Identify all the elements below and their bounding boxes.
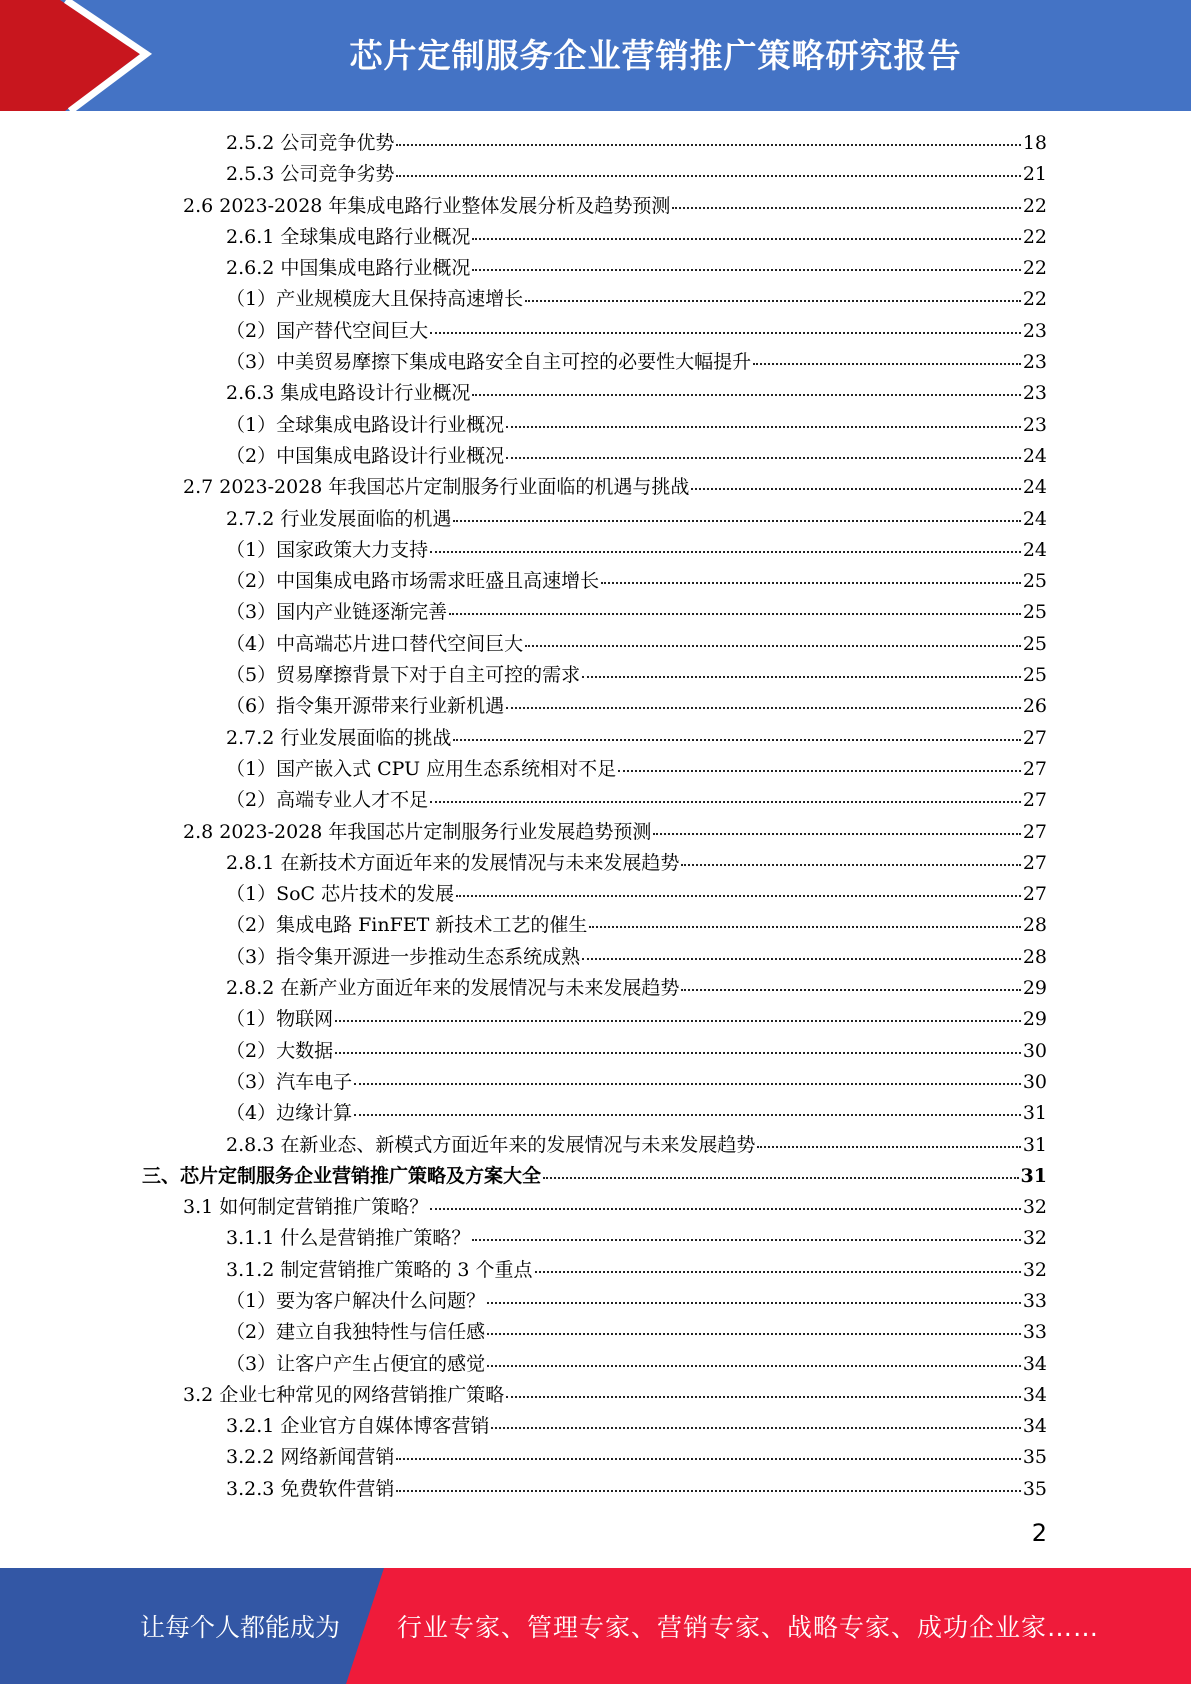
toc-entry-title: 3.1.2 制定营销推广策略的 3 个重点 bbox=[226, 1258, 533, 1281]
toc-dot-leader bbox=[335, 1052, 1021, 1054]
toc-entry-page: 27 bbox=[1022, 883, 1047, 906]
toc-entry-title: 3.2.3 免费软件营销 bbox=[226, 1477, 395, 1500]
toc-entry[interactable] bbox=[0, 660, 1191, 691]
toc-entry-page: 24 bbox=[1022, 476, 1047, 499]
toc-entry-title: （1）SoC 芯片技术的发展 bbox=[226, 883, 455, 906]
toc-dot-leader bbox=[335, 1020, 1021, 1022]
toc-entry[interactable] bbox=[0, 191, 1191, 222]
toc-entry[interactable] bbox=[0, 128, 1191, 159]
toc-entry-title: （2）高端专业人才不足 bbox=[226, 789, 429, 812]
toc-dot-leader bbox=[430, 1208, 1021, 1210]
table-of-contents bbox=[0, 128, 1191, 1505]
toc-entry-page: 29 bbox=[1022, 1008, 1047, 1031]
toc-entry-title: 2.8 2023-2028 年我国芯片定制服务行业发展趋势预测 bbox=[183, 820, 652, 843]
toc-entry-page: 22 bbox=[1022, 225, 1047, 248]
toc-entry-title: （4）边缘计算 bbox=[226, 1102, 353, 1125]
toc-entry[interactable] bbox=[0, 1004, 1191, 1035]
toc-dot-leader bbox=[681, 864, 1020, 866]
toc-entry[interactable] bbox=[0, 785, 1191, 816]
toc-entry[interactable] bbox=[0, 1317, 1191, 1348]
toc-entry-page: 23 bbox=[1022, 382, 1047, 405]
toc-entry-page: 31 bbox=[1020, 1164, 1047, 1187]
toc-dot-leader bbox=[472, 238, 1020, 240]
toc-entry[interactable] bbox=[0, 1474, 1191, 1505]
toc-entry-page: 23 bbox=[1022, 413, 1047, 436]
toc-entry-page: 26 bbox=[1022, 695, 1047, 718]
toc-entry-title: 3.2 企业七种常见的网络营销推广策略 bbox=[183, 1383, 505, 1406]
toc-entry-page: 34 bbox=[1022, 1415, 1047, 1438]
toc-dot-leader bbox=[589, 926, 1020, 928]
toc-entry-title: （2）集成电路 FinFET 新技术工艺的催生 bbox=[226, 914, 588, 937]
toc-entry[interactable] bbox=[0, 1192, 1191, 1223]
toc-entry-page: 29 bbox=[1022, 977, 1047, 1000]
toc-entry-title: （1）物联网 bbox=[226, 1008, 334, 1031]
toc-entry[interactable] bbox=[0, 1036, 1191, 1067]
toc-entry-title: （3）中美贸易摩擦下集成电路安全自主可控的必要性大幅提升 bbox=[226, 351, 752, 374]
toc-dot-leader bbox=[396, 175, 1020, 177]
toc-entry-title: 2.5.2 公司竞争优势 bbox=[226, 132, 395, 154]
toc-entry[interactable] bbox=[0, 1255, 1191, 1286]
toc-entry-page: 35 bbox=[1022, 1446, 1047, 1469]
toc-entry-title: 2.8.1 在新技术方面近年来的发展情况与未来发展趋势 bbox=[226, 851, 680, 874]
toc-entry-page: 31 bbox=[1022, 1102, 1047, 1125]
page-number: 2 bbox=[1031, 1519, 1047, 1547]
toc-entry-page: 27 bbox=[1022, 789, 1047, 812]
toc-entry[interactable] bbox=[0, 441, 1191, 472]
toc-dot-leader bbox=[487, 1302, 1021, 1304]
toc-dot-leader bbox=[396, 1458, 1020, 1460]
toc-entry-page: 33 bbox=[1022, 1289, 1047, 1312]
toc-entry-page: 35 bbox=[1022, 1477, 1047, 1500]
toc-dot-leader bbox=[487, 1365, 1021, 1367]
toc-entry-title: 2.7.2 行业发展面临的挑战 bbox=[226, 726, 452, 749]
toc-entry-page: 22 bbox=[1022, 257, 1047, 280]
toc-entry-title: （3）让客户产生占便宜的感觉 bbox=[226, 1352, 486, 1375]
toc-entry-page: 22 bbox=[1022, 194, 1047, 217]
toc-entry-page: 33 bbox=[1022, 1321, 1047, 1344]
toc-entry-title: 2.6.2 中国集成电路行业概况 bbox=[226, 257, 471, 280]
toc-entry[interactable] bbox=[0, 222, 1191, 253]
toc-entry[interactable] bbox=[0, 1098, 1191, 1129]
toc-entry-title: 3.1 如何制定营销推广策略？ bbox=[183, 1196, 429, 1219]
toc-entry[interactable] bbox=[0, 1223, 1191, 1254]
toc-entry-title: （2）中国集成电路设计行业概况 bbox=[226, 444, 505, 467]
toc-entry[interactable] bbox=[0, 410, 1191, 441]
toc-dot-leader bbox=[354, 1083, 1021, 1085]
toc-entry-page: 34 bbox=[1022, 1383, 1047, 1406]
toc-dot-leader bbox=[472, 1239, 1020, 1241]
toc-entry-page: 25 bbox=[1022, 632, 1047, 655]
toc-entry-page: 24 bbox=[1022, 507, 1047, 530]
toc-dot-leader bbox=[396, 144, 1020, 146]
footer-slogan-left: 让每个人都能成为 bbox=[140, 1613, 341, 1642]
toc-entry[interactable] bbox=[0, 1286, 1191, 1317]
toc-entry-title: 3.2.1 企业官方自媒体博客营销 bbox=[226, 1415, 490, 1438]
toc-entry-title: （3）汽车电子 bbox=[226, 1070, 353, 1093]
toc-entry[interactable] bbox=[0, 316, 1191, 347]
toc-entry-page: 30 bbox=[1022, 1070, 1047, 1093]
toc-dot-leader bbox=[757, 1146, 1020, 1148]
report-title: 芯片定制服务企业营销推广策略研究报告 bbox=[349, 35, 962, 75]
toc-dot-leader bbox=[601, 582, 1021, 584]
toc-entry[interactable] bbox=[0, 566, 1191, 597]
toc-dot-leader bbox=[525, 645, 1021, 647]
toc-entry-title: （2）建立自我独特性与信任感 bbox=[226, 1321, 486, 1344]
toc-dot-leader bbox=[487, 1333, 1021, 1335]
toc-entry-page: 27 bbox=[1022, 757, 1047, 780]
toc-entry[interactable] bbox=[0, 754, 1191, 785]
toc-entry-title: 2.6.3 集成电路设计行业概况 bbox=[226, 382, 471, 405]
toc-dot-leader bbox=[449, 613, 1021, 615]
toc-entry[interactable] bbox=[0, 848, 1191, 879]
toc-entry-title: 3.1.1 什么是营销推广策略？ bbox=[226, 1227, 471, 1250]
toc-entry-title: 2.6.1 全球集成电路行业概况 bbox=[226, 225, 471, 248]
toc-entry-title: 2.6 2023-2028 年集成电路行业整体发展分析及趋势预测 bbox=[183, 194, 671, 217]
toc-dot-leader bbox=[525, 300, 1021, 302]
toc-dot-leader bbox=[506, 457, 1021, 459]
toc-entry-title: （1）全球集成电路设计行业概况 bbox=[226, 413, 505, 436]
toc-entry-page: 25 bbox=[1022, 601, 1047, 624]
toc-entry-title: 2.7.2 行业发展面临的机遇 bbox=[226, 507, 452, 530]
toc-entry-title: 2.8.2 在新产业方面近年来的发展情况与未来发展趋势 bbox=[226, 977, 680, 1000]
toc-dot-leader bbox=[618, 770, 1021, 772]
toc-entry[interactable] bbox=[0, 629, 1191, 660]
toc-entry-title: 3.2.2 网络新闻营销 bbox=[226, 1446, 395, 1469]
toc-entry[interactable] bbox=[0, 1442, 1191, 1473]
toc-entry-page: 27 bbox=[1022, 851, 1047, 874]
toc-dot-leader bbox=[672, 207, 1020, 209]
toc-entry[interactable] bbox=[0, 1161, 1191, 1192]
toc-entry[interactable] bbox=[0, 284, 1191, 315]
toc-entry-page: 25 bbox=[1022, 570, 1047, 593]
toc-entry-page: 28 bbox=[1022, 914, 1047, 937]
toc-entry-title: （1）国产嵌入式 CPU 应用生态系统相对不足 bbox=[226, 757, 617, 780]
toc-entry[interactable] bbox=[0, 1380, 1191, 1411]
toc-dot-leader bbox=[354, 1114, 1021, 1116]
toc-entry-title: （1）国家政策大力支持 bbox=[226, 538, 429, 561]
toc-entry-page: 22 bbox=[1022, 288, 1047, 311]
toc-entry[interactable] bbox=[0, 253, 1191, 284]
toc-dot-leader bbox=[691, 488, 1020, 490]
toc-dot-leader bbox=[453, 739, 1020, 741]
toc-entry[interactable] bbox=[0, 1067, 1191, 1098]
toc-entry-page: 32 bbox=[1022, 1227, 1047, 1250]
toc-entry-page: 25 bbox=[1022, 664, 1047, 687]
toc-dot-leader bbox=[491, 1427, 1020, 1429]
toc-dot-leader bbox=[506, 1396, 1021, 1398]
toc-entry[interactable] bbox=[0, 1349, 1191, 1380]
toc-entry-page: 32 bbox=[1022, 1196, 1047, 1219]
toc-entry[interactable] bbox=[0, 472, 1191, 503]
toc-entry-title: 2.7 2023-2028 年我国芯片定制服务行业面临的机遇与挑战 bbox=[183, 476, 690, 499]
toc-dot-leader bbox=[535, 1271, 1021, 1273]
toc-entry[interactable] bbox=[0, 942, 1191, 973]
toc-dot-leader bbox=[653, 833, 1020, 835]
toc-entry-title: （4）中高端芯片进口替代空间巨大 bbox=[226, 632, 524, 655]
toc-entry-page: 28 bbox=[1022, 945, 1047, 968]
toc-entry-title: 三、芯片定制服务企业营销推广策略及方案大全 bbox=[142, 1164, 542, 1187]
toc-dot-leader bbox=[681, 989, 1020, 991]
toc-entry-title: （3）指令集开源进一步推动生态系统成熟 bbox=[226, 945, 581, 968]
toc-dot-leader bbox=[472, 394, 1020, 396]
toc-entry-page: 23 bbox=[1022, 351, 1047, 374]
toc-entry-page: 27 bbox=[1022, 726, 1047, 749]
toc-entry-title: （2）国产替代空间巨大 bbox=[226, 319, 429, 342]
toc-entry-page: 30 bbox=[1022, 1039, 1047, 1062]
footer-slogan-right: 行业专家、管理专家、营销专家、战略专家、成功企业家…… bbox=[397, 1613, 1100, 1642]
toc-entry-title: 2.5.3 公司竞争劣势 bbox=[226, 163, 395, 186]
toc-entry-page: 24 bbox=[1022, 444, 1047, 467]
toc-entry[interactable] bbox=[0, 597, 1191, 628]
toc-entry[interactable] bbox=[0, 1130, 1191, 1161]
toc-entry-title: （1）要为客户解决什么问题？ bbox=[226, 1289, 486, 1312]
toc-dot-leader bbox=[453, 520, 1020, 522]
toc-entry-page: 18 bbox=[1022, 132, 1047, 154]
toc-entry[interactable] bbox=[0, 723, 1191, 754]
toc-dot-leader bbox=[506, 426, 1021, 428]
report-footer bbox=[0, 1568, 1191, 1684]
toc-entry[interactable] bbox=[0, 817, 1191, 848]
toc-dot-leader bbox=[430, 551, 1021, 553]
toc-dot-leader bbox=[753, 363, 1021, 365]
toc-entry-page: 21 bbox=[1022, 163, 1047, 186]
toc-entry[interactable] bbox=[0, 879, 1191, 910]
report-header bbox=[0, 0, 1191, 111]
toc-entry-title: （3）国内产业链逐渐完善 bbox=[226, 601, 448, 624]
toc-entry-title: （1）产业规模庞大且保持高速增长 bbox=[226, 288, 524, 311]
toc-entry-title: （6）指令集开源带来行业新机遇 bbox=[226, 695, 505, 718]
toc-entry[interactable] bbox=[0, 347, 1191, 378]
toc-entry[interactable] bbox=[0, 535, 1191, 566]
toc-entry-page: 32 bbox=[1022, 1258, 1047, 1281]
toc-entry-page: 23 bbox=[1022, 319, 1047, 342]
toc-dot-leader bbox=[430, 332, 1021, 334]
toc-entry[interactable] bbox=[0, 159, 1191, 190]
toc-entry-page: 31 bbox=[1022, 1133, 1047, 1156]
toc-entry[interactable] bbox=[0, 691, 1191, 722]
toc-dot-leader bbox=[472, 269, 1020, 271]
toc-entry-title: （2）大数据 bbox=[226, 1039, 334, 1062]
toc-entry-title: 2.8.3 在新业态、新模式方面近年来的发展情况与未来发展趋势 bbox=[226, 1133, 756, 1156]
toc-entry-page: 24 bbox=[1022, 538, 1047, 561]
toc-entry-page: 34 bbox=[1022, 1352, 1047, 1375]
toc-entry-title: （5）贸易摩擦背景下对于自主可控的需求 bbox=[226, 664, 581, 687]
toc-entry[interactable] bbox=[0, 504, 1191, 535]
toc-dot-leader bbox=[506, 707, 1021, 709]
toc-entry[interactable] bbox=[0, 910, 1191, 941]
toc-dot-leader bbox=[582, 958, 1021, 960]
toc-dot-leader bbox=[543, 1177, 1019, 1179]
toc-dot-leader bbox=[396, 1490, 1020, 1492]
toc-entry-page: 27 bbox=[1022, 820, 1047, 843]
toc-dot-leader bbox=[430, 801, 1021, 803]
toc-dot-leader bbox=[456, 895, 1021, 897]
toc-entry[interactable] bbox=[0, 378, 1191, 409]
toc-entry[interactable] bbox=[0, 973, 1191, 1004]
toc-dot-leader bbox=[582, 676, 1021, 678]
toc-entry-title: （2）中国集成电路市场需求旺盛且高速增长 bbox=[226, 570, 600, 593]
toc-entry[interactable] bbox=[0, 1411, 1191, 1442]
